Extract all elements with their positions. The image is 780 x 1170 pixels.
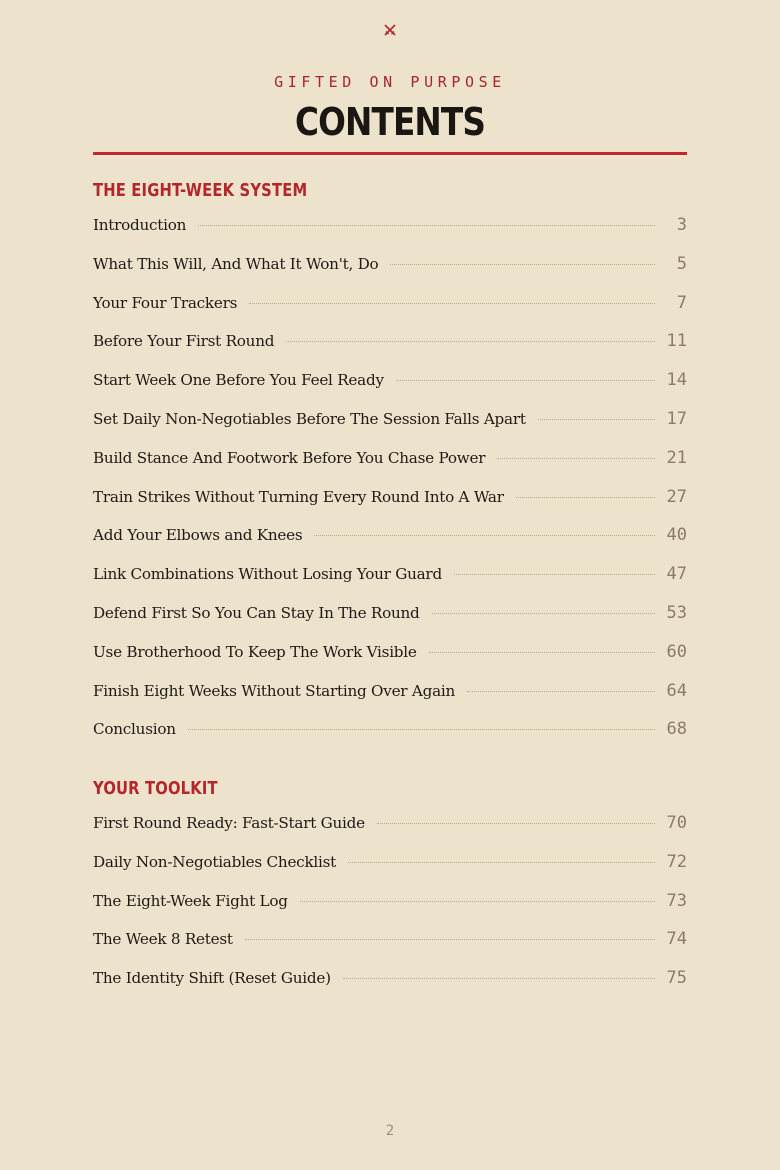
section-heading-your-toolkit: YOUR TOOLKIT bbox=[93, 778, 218, 799]
toc-entry-page: 47 bbox=[666, 564, 687, 585]
toc-entry[interactable] bbox=[93, 681, 687, 720]
toc-entry[interactable] bbox=[93, 525, 687, 564]
toc-dot-leader bbox=[245, 939, 655, 940]
toc-list-your-toolkit bbox=[93, 813, 687, 1007]
toc-entry-page: 64 bbox=[666, 680, 687, 701]
toc-entry-page: 27 bbox=[666, 486, 687, 507]
toc-entry-title: Add Your Elbows and Knees bbox=[93, 526, 303, 545]
toc-dot-leader bbox=[390, 264, 655, 265]
toc-entry-title: Finish Eight Weeks Without Starting Over Again bbox=[93, 681, 456, 700]
toc-entry[interactable] bbox=[93, 409, 687, 448]
toc-list-eight-week-system bbox=[93, 215, 687, 758]
toc-dot-leader bbox=[538, 419, 655, 420]
toc-entry-title: First Round Ready: Fast-Start Guide bbox=[93, 814, 365, 832]
toc-entry-page: 73 bbox=[666, 890, 687, 911]
toc-dot-leader bbox=[300, 901, 655, 902]
toc-entry[interactable] bbox=[93, 370, 687, 409]
toc-entry-page: 75 bbox=[666, 968, 687, 989]
toc-entry-title: The Identity Shift (Reset Guide) bbox=[93, 969, 331, 988]
toc-entry-title: The Week 8 Retest bbox=[93, 930, 233, 949]
toc-dot-leader bbox=[454, 574, 655, 575]
toc-entry[interactable] bbox=[93, 642, 687, 681]
toc-entry[interactable] bbox=[93, 564, 687, 603]
toc-dot-leader bbox=[516, 497, 655, 498]
toc-entry-title: Train Strikes Without Turning Every Round Into A War bbox=[93, 487, 504, 506]
toc-entry-title: Defend First So You Can Stay In The Round bbox=[93, 603, 420, 622]
toc-entry-title: Set Daily Non-Negotiables Before The Session Falls Apart bbox=[93, 409, 526, 428]
toc-entry-page: 40 bbox=[666, 525, 687, 546]
toc-entry[interactable] bbox=[93, 448, 687, 487]
section-heading-eight-week-system: THE EIGHT-WEEK SYSTEM bbox=[93, 180, 308, 201]
toc-dot-leader bbox=[377, 823, 655, 824]
toc-entry[interactable] bbox=[93, 293, 687, 332]
toc-entry-page: 14 bbox=[666, 370, 687, 391]
toc-dot-leader bbox=[198, 225, 655, 226]
toc-entry-title: Your Four Trackers bbox=[93, 293, 238, 312]
toc-dot-leader bbox=[348, 862, 655, 863]
toc-entry[interactable] bbox=[93, 331, 687, 370]
toc-entry-page: 53 bbox=[666, 602, 687, 623]
toc-dot-leader bbox=[497, 458, 655, 459]
toc-entry[interactable] bbox=[93, 813, 687, 852]
toc-entry-page: 68 bbox=[666, 719, 687, 740]
title-divider bbox=[93, 152, 687, 155]
toc-entry-title: The Eight-Week Fight Log bbox=[93, 891, 288, 910]
toc-dot-leader bbox=[314, 535, 655, 536]
page-number: 2 bbox=[385, 1123, 395, 1139]
page-title: CONTENTS bbox=[294, 100, 486, 144]
toc-entry-page: 5 bbox=[676, 253, 687, 274]
toc-dot-leader bbox=[432, 613, 655, 614]
toc-entry-page: 11 bbox=[666, 331, 687, 352]
toc-entry-title: Daily Non-Negotiables Checklist bbox=[93, 852, 337, 871]
toc-dot-leader bbox=[343, 978, 655, 979]
toc-entry-page: 70 bbox=[666, 813, 687, 833]
toc-entry-page: 74 bbox=[666, 929, 687, 950]
toc-entry[interactable] bbox=[93, 603, 687, 642]
crossed-swords-icon bbox=[0, 22, 780, 42]
toc-entry-page: 3 bbox=[676, 215, 687, 235]
toc-entry-title: Conclusion bbox=[93, 720, 176, 739]
book-brand: GIFTED ON PURPOSE bbox=[274, 73, 506, 91]
toc-entry-page: 21 bbox=[666, 447, 687, 468]
toc-dot-leader bbox=[467, 691, 655, 692]
toc-dot-leader bbox=[188, 729, 655, 730]
toc-dot-leader bbox=[249, 303, 655, 304]
toc-dot-leader bbox=[429, 652, 655, 653]
toc-entry[interactable] bbox=[93, 852, 687, 891]
toc-entry-page: 72 bbox=[666, 851, 687, 872]
toc-dot-leader bbox=[396, 380, 655, 381]
toc-entry-title: Use Brotherhood To Keep The Work Visible bbox=[93, 642, 417, 661]
toc-entry[interactable] bbox=[93, 968, 687, 1007]
toc-entry[interactable] bbox=[93, 254, 687, 293]
toc-entry-title: Build Stance And Footwork Before You Chase Power bbox=[93, 448, 486, 467]
toc-entry[interactable] bbox=[93, 487, 687, 526]
toc-entry-title: Link Combinations Without Losing Your Guard bbox=[93, 565, 442, 584]
toc-entry[interactable] bbox=[93, 891, 687, 930]
toc-entry[interactable] bbox=[93, 719, 687, 758]
toc-entry-title: Before Your First Round bbox=[93, 332, 275, 351]
toc-entry-title: What This Will, And What It Won't, Do bbox=[93, 254, 379, 273]
toc-entry[interactable] bbox=[93, 215, 687, 254]
toc-entry-page: 60 bbox=[666, 641, 687, 662]
toc-entry-page: 17 bbox=[666, 408, 687, 429]
toc-entry[interactable] bbox=[93, 929, 687, 968]
toc-entry-page: 7 bbox=[676, 292, 687, 313]
toc-entry-title: Introduction bbox=[93, 216, 187, 234]
toc-entry-title: Start Week One Before You Feel Ready bbox=[93, 371, 384, 390]
toc-dot-leader bbox=[286, 341, 655, 342]
